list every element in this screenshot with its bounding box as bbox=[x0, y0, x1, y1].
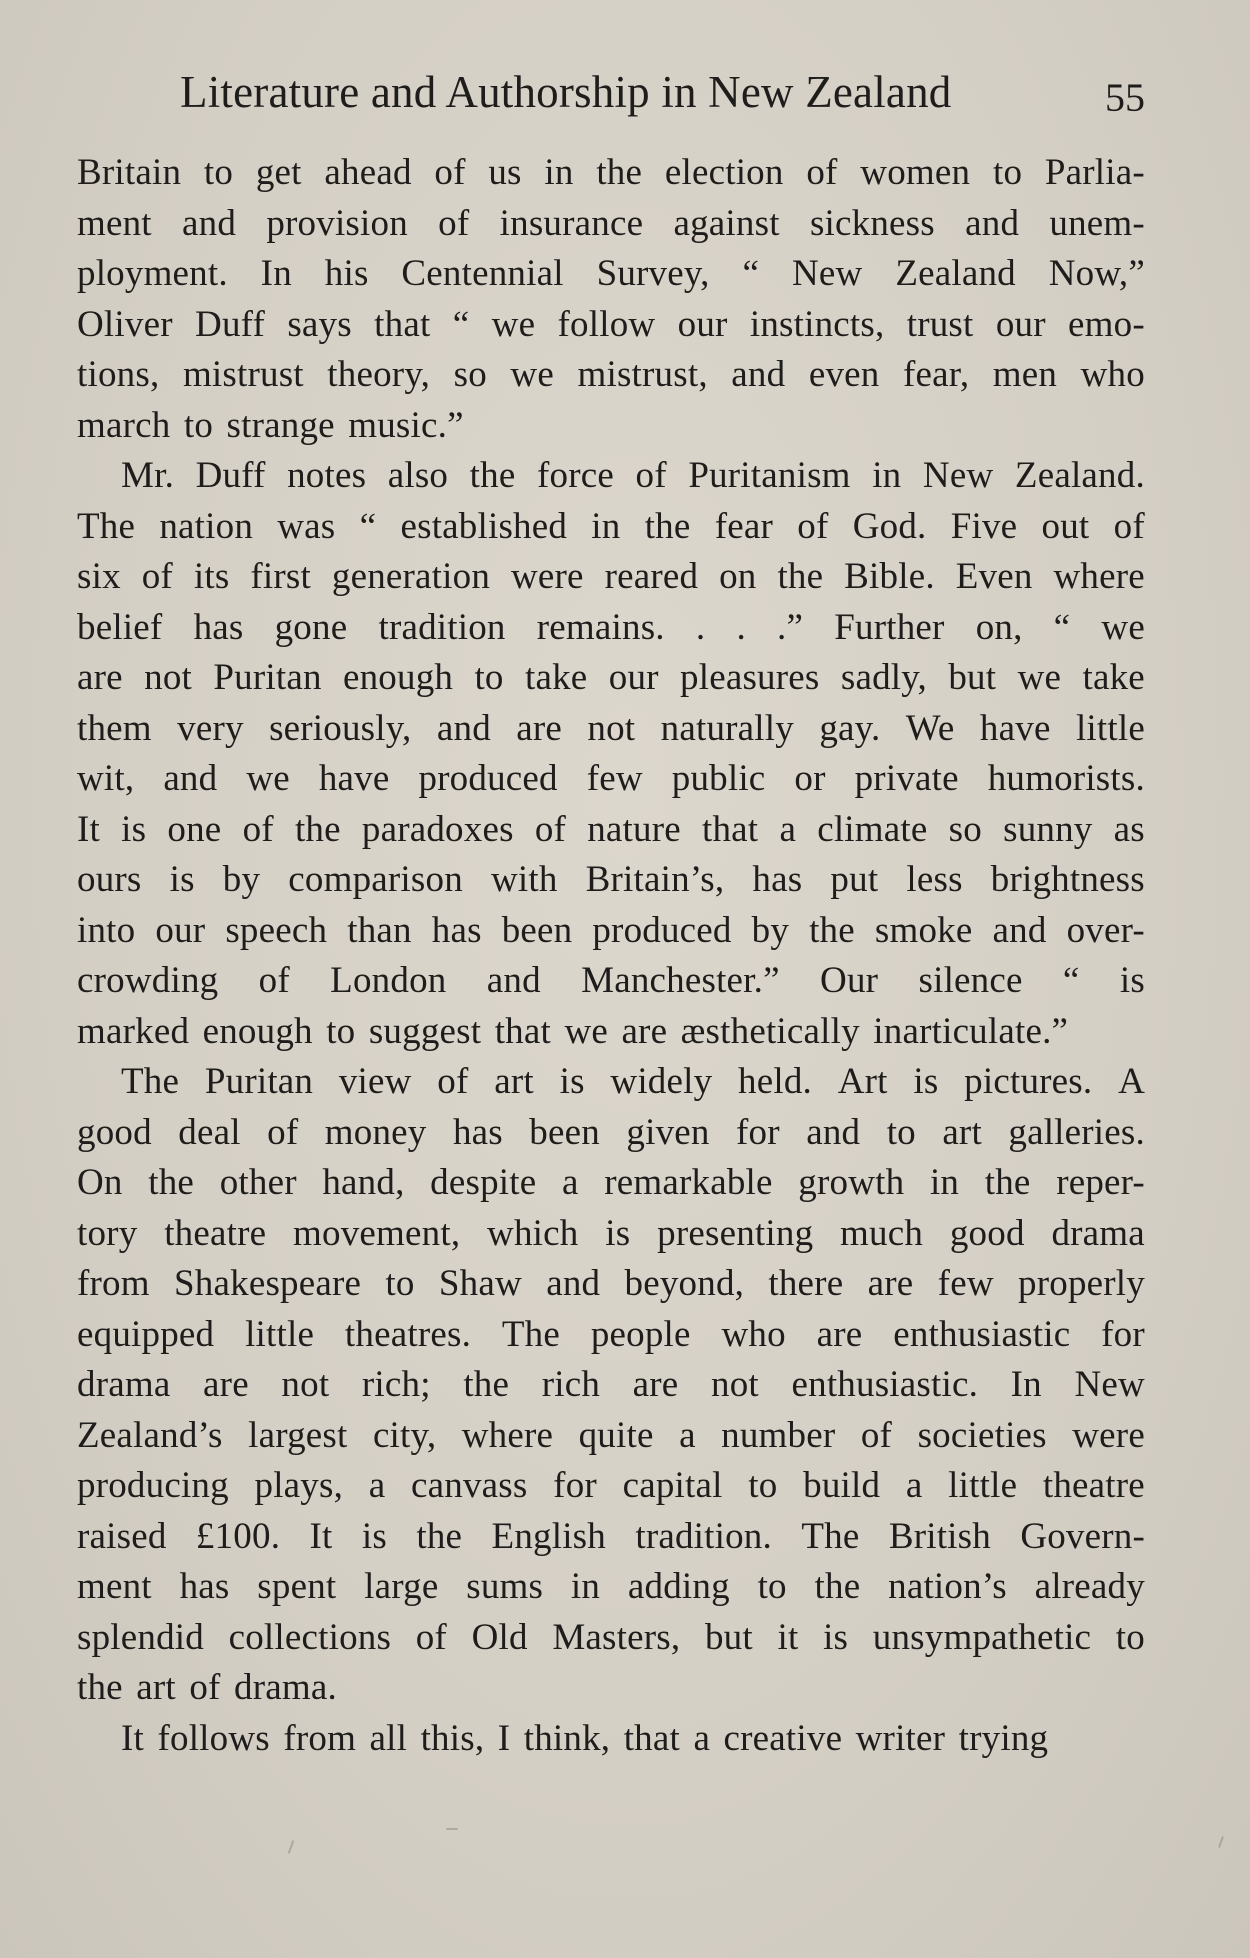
text-line: the art of drama. bbox=[77, 1667, 337, 1708]
text-line: The nation was “ established in the fear of God. Five out of bbox=[77, 505, 1145, 547]
paper-speck bbox=[1218, 1836, 1224, 1848]
text-line: from Shakespeare to Shaw and beyond, there are few properly bbox=[77, 1263, 1145, 1304]
text-line: Zealand’s largest city, where quite a number of societies were bbox=[77, 1414, 1145, 1456]
paper-speck bbox=[288, 1840, 295, 1854]
text-line: equipped little theatres. The people who are enthusiastic for bbox=[77, 1313, 1145, 1355]
text-line: into our speech than has been produced by the smoke and over- bbox=[77, 909, 1145, 951]
text-line: are not Puritan enough to take our pleasures sadly, but we take bbox=[77, 657, 1145, 698]
text-line: On the other hand, despite a remarkable growth in the reper- bbox=[77, 1162, 1145, 1203]
text-line: producing plays, a canvass for capital to build a little theatre bbox=[77, 1465, 1145, 1506]
text-line: ment and provision of insurance against sickness and unem- bbox=[77, 202, 1145, 244]
body-text bbox=[77, 148, 1145, 1764]
text-line: tions, mistrust theory, so we mistrust, and even fear, men who bbox=[77, 354, 1145, 395]
text-line: It follows from all this, I think, that a creative writer trying bbox=[121, 1717, 1049, 1759]
text-line: raised £100. It is the English tradition. The British Govern- bbox=[77, 1515, 1145, 1557]
text-line: ours is by comparison with Britain’s, has put less brightness bbox=[77, 859, 1145, 900]
text-line: ment has spent large sums in adding to the nation’s already bbox=[77, 1566, 1145, 1607]
paragraph bbox=[77, 1714, 1145, 1765]
text-line: ployment. In his Centennial Survey, “ New Zealand Now,” bbox=[77, 253, 1145, 294]
text-line: It is one of the paradoxes of nature that a climate so sunny as bbox=[77, 808, 1145, 850]
page-number: 55 bbox=[1105, 75, 1145, 120]
paper-speck bbox=[446, 1828, 458, 1830]
text-line: drama are not rich; the rich are not enthusiastic. In New bbox=[77, 1364, 1145, 1405]
text-line: crowding of London and Manchester.” Our silence “ is bbox=[77, 960, 1145, 1001]
paragraph bbox=[77, 148, 1145, 451]
text-line: wit, and we have produced few public or private humorists. bbox=[77, 758, 1145, 799]
running-title: Literature and Authorship in New Zealand bbox=[180, 67, 952, 117]
text-line: tory theatre movement, which is presenting much good drama bbox=[77, 1212, 1145, 1254]
text-line: march to strange music.” bbox=[77, 404, 464, 446]
text-line: The Puritan view of art is widely held. Art is pictures. A bbox=[121, 1061, 1145, 1102]
text-line: Britain to get ahead of us in the election of women to Parlia- bbox=[77, 152, 1145, 193]
text-line: six of its first generation were reared on the Bible. Even where bbox=[77, 556, 1145, 597]
text-line: Oliver Duff says that “ we follow our instincts, trust our emo- bbox=[77, 303, 1145, 345]
text-line: Mr. Duff notes also the force of Puritanism in New Zealand. bbox=[121, 455, 1145, 496]
text-line: marked enough to suggest that we are æsthetically inarticulate.” bbox=[77, 1010, 1069, 1052]
running-head bbox=[180, 66, 1145, 126]
text-line: splendid collections of Old Masters, but it is unsympathetic to bbox=[77, 1616, 1145, 1658]
text-line: belief has gone tradition remains. . . .” Further on, “ we bbox=[77, 606, 1145, 648]
text-line: good deal of money has been given for and to art galleries. bbox=[77, 1111, 1145, 1153]
paragraph bbox=[77, 1057, 1145, 1714]
paragraph bbox=[77, 451, 1145, 1057]
text-line: them very seriously, and are not naturally gay. We have little bbox=[77, 707, 1145, 749]
